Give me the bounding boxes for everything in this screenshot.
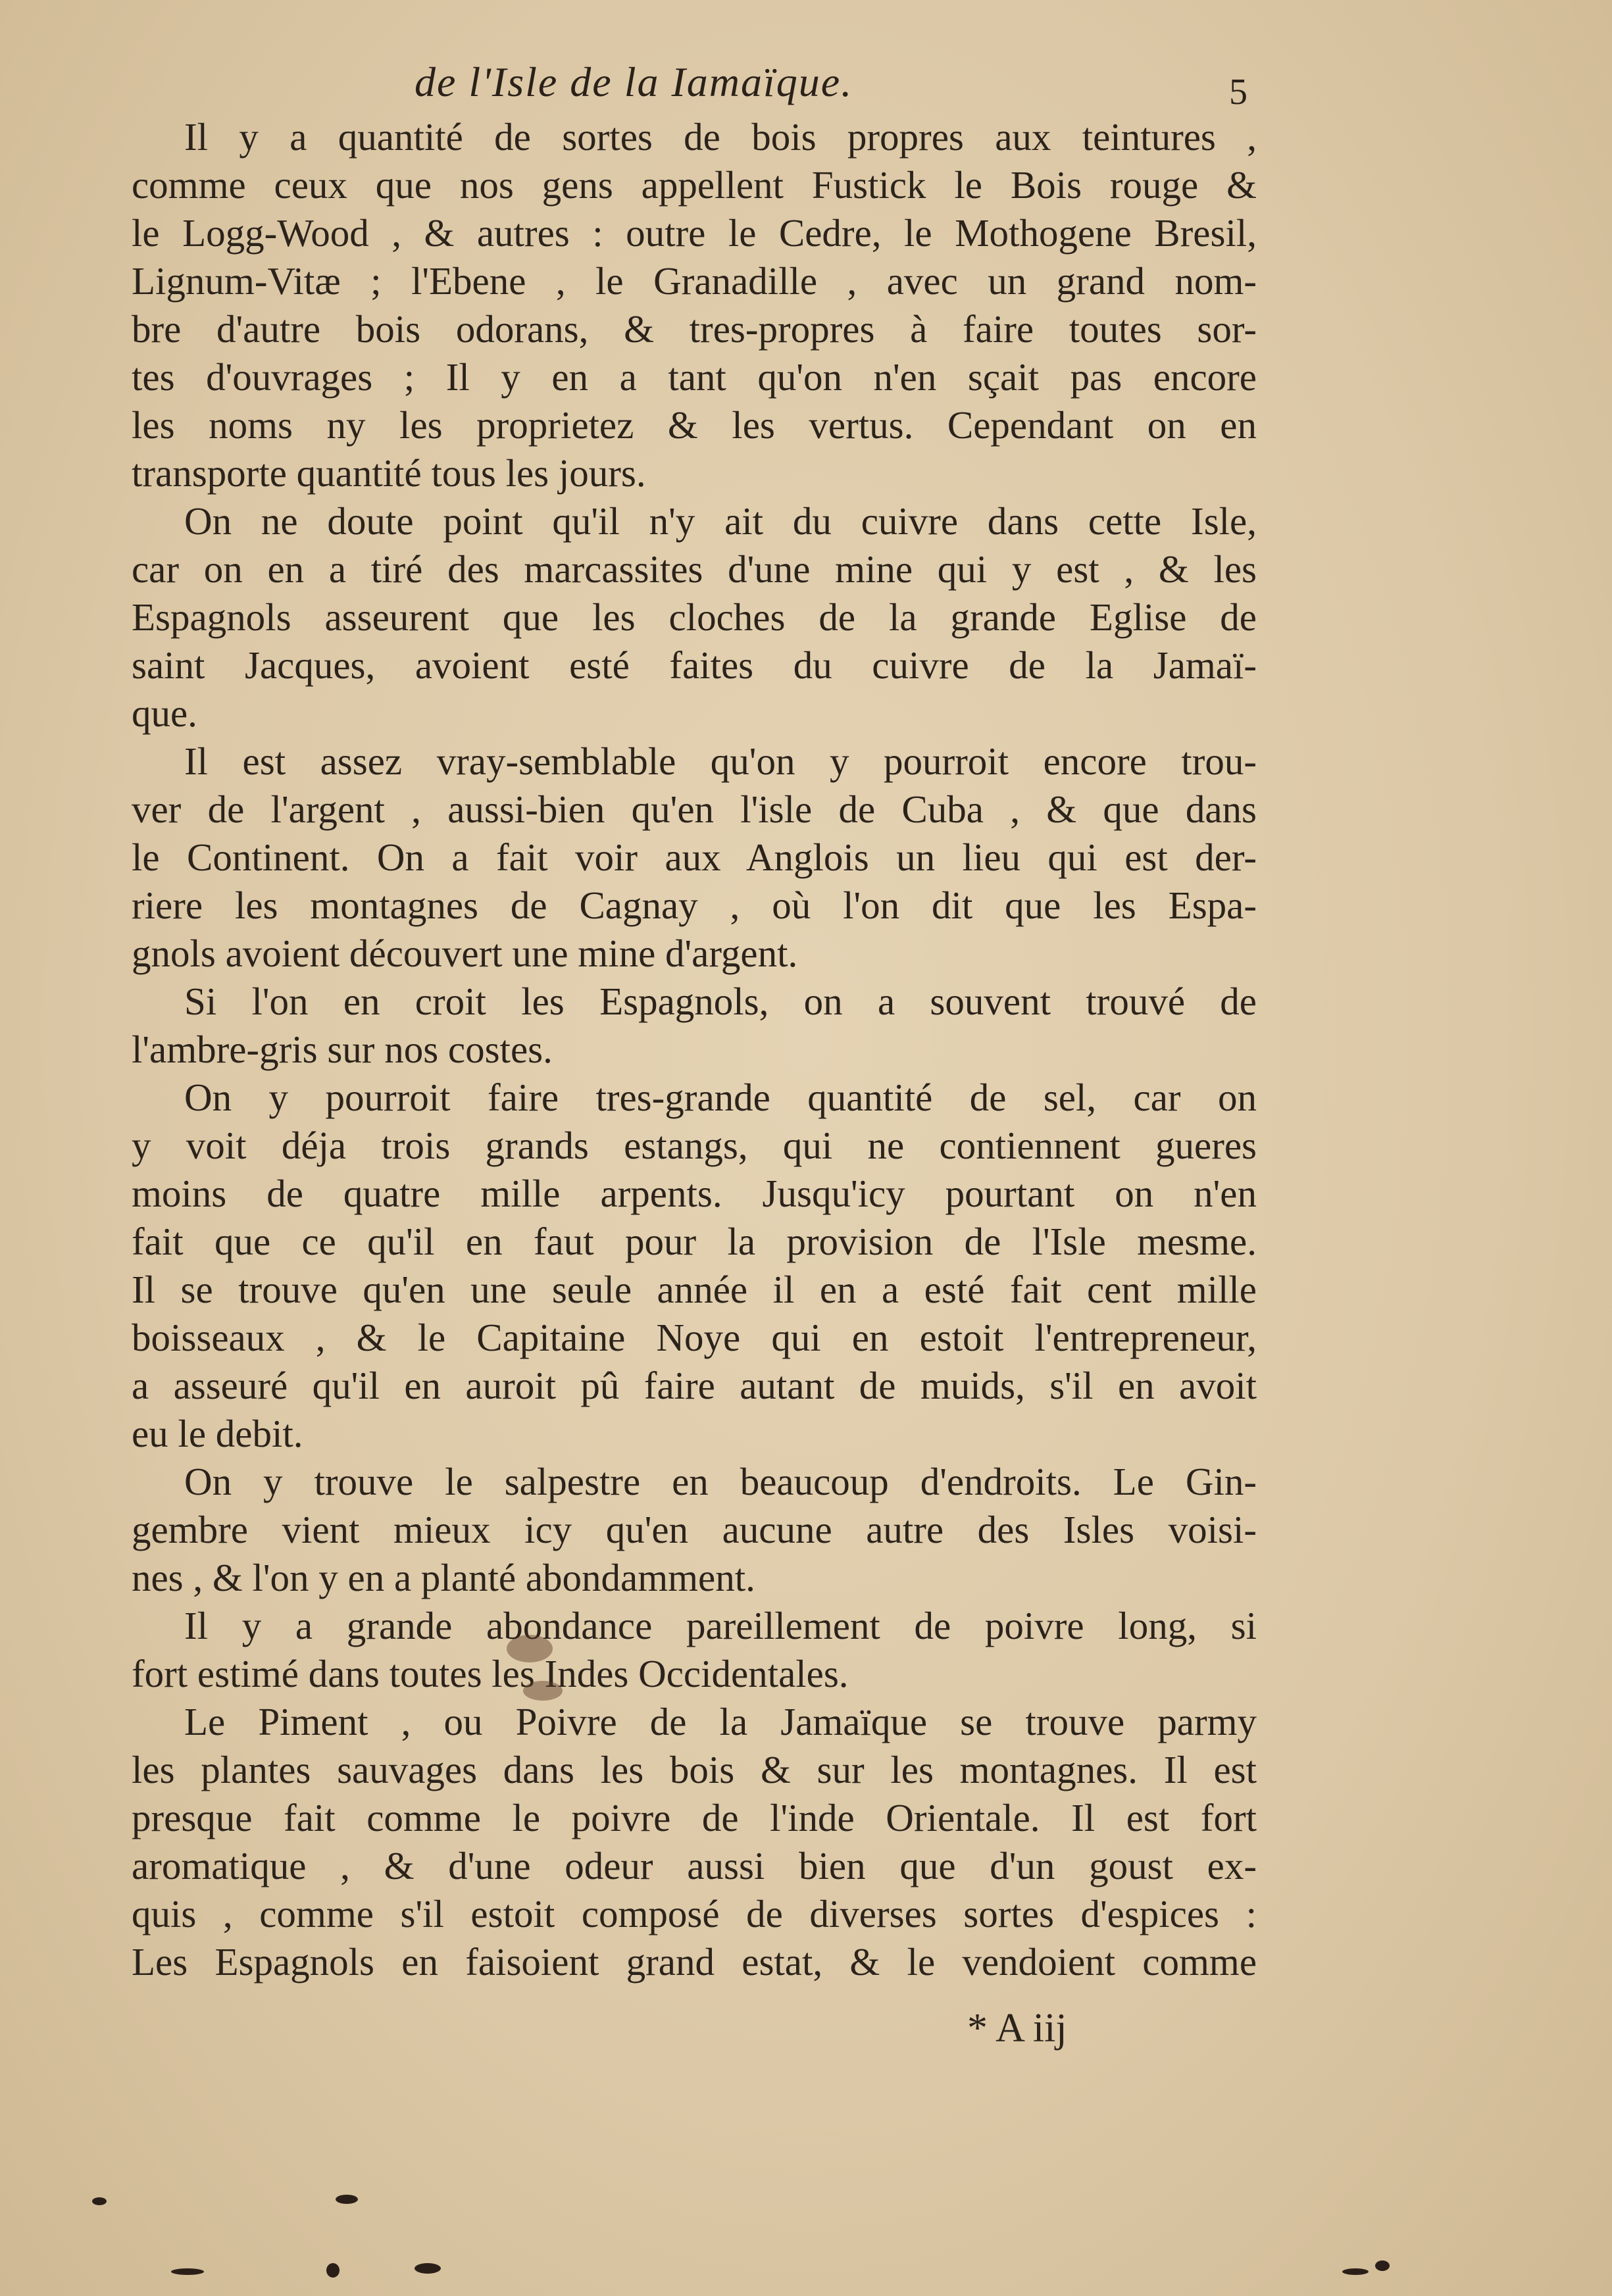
text-line: On ne doute point qu'il n'y ait du cuivre dans cette Isle, <box>184 499 1257 543</box>
text-line: le Continent. On a fait voir aux Anglois un lieu qui est der- <box>132 836 1257 879</box>
text-line: Les Espagnols en faisoient grand estat, & le vendoient comme <box>132 1940 1257 1984</box>
catchword-signature: * A iij <box>967 2006 1067 2051</box>
text-line: Il est assez vray-semblable qu'on y pourroit encore trou- <box>184 739 1257 783</box>
text-line: y voit déja trois grands estangs, qui ne contiennent gueres <box>132 1124 1257 1167</box>
ink-spot <box>326 2263 340 2278</box>
text-line: que. <box>132 691 197 735</box>
text-line: fait que ce qu'il en faut pour la provision de l'Isle mesme. <box>132 1220 1257 1263</box>
text-line: quis , comme s'il estoit composé de diverses sortes d'espices : <box>132 1892 1257 1935</box>
ink-spot <box>1375 2260 1390 2271</box>
text-line: car on en a tiré des marcassites d'une mine qui y est , & les <box>132 547 1257 591</box>
ink-spot <box>415 2263 441 2274</box>
paragraph-piment <box>132 1698 1257 1986</box>
text-line: moins de quatre mille arpents. Jusqu'icy pourtant on n'en <box>132 1172 1257 1215</box>
ink-stain <box>507 1635 553 1662</box>
text-line: Le Piment , ou Poivre de la Jamaïque se trouve parmy <box>184 1700 1257 1743</box>
body-text <box>132 113 1257 1986</box>
paragraph-saltpetre <box>132 1458 1257 1602</box>
text-line: comme ceux que nos gens appellent Fustick le Bois rouge & <box>132 163 1257 207</box>
ink-spot <box>1342 2268 1369 2275</box>
ink-spot <box>171 2268 204 2275</box>
text-line: Lignum-Vitæ ; l'Ebene , le Granadille , avec un grand nom- <box>132 259 1257 303</box>
paragraph-copper <box>132 497 1257 737</box>
text-line: gembre vient mieux icy qu'en aucune autre des Isles voisi- <box>132 1508 1257 1551</box>
text-line: eu le debit. <box>132 1412 303 1455</box>
paragraph-salt <box>132 1074 1257 1458</box>
text-line: presque fait comme le poivre de l'inde Orientale. Il est fort <box>132 1796 1257 1839</box>
text-line: Espagnols asseurent que les cloches de la grande Eglise de <box>132 595 1257 639</box>
text-line: Il y a grande abondance pareillement de poivre long, si <box>184 1604 1257 1647</box>
text-line: Il y a quantité de sortes de bois propres aux teintures , <box>184 115 1257 159</box>
paragraph-silver <box>132 737 1257 978</box>
text-line: boisseaux , & le Capitaine Noye qui en estoit l'entrepreneur, <box>132 1316 1257 1359</box>
text-line: nes , & l'on y en a planté abondamment. <box>132 1556 755 1599</box>
text-line: les plantes sauvages dans les bois & sur les montagnes. Il est <box>132 1748 1257 1791</box>
paragraph-woods <box>132 113 1257 497</box>
text-line: On y pourroit faire tres-grande quantité de sel, car on <box>184 1076 1257 1119</box>
text-line: transporte quantité tous les jours. <box>132 451 646 495</box>
text-line: les noms ny les proprietez & les vertus. Cependant on en <box>132 403 1257 447</box>
text-line: Si l'on en croit les Espagnols, on a souvent trouvé de <box>184 980 1257 1023</box>
text-line: Il se trouve qu'en une seule année il en a esté fait cent mille <box>132 1268 1257 1311</box>
text-line: On y trouve le salpestre en beaucoup d'endroits. Le Gin- <box>184 1460 1257 1503</box>
paragraph-long-pepper <box>132 1602 1257 1698</box>
text-line: fort estimé dans toutes les Indes Occidentales. <box>132 1652 849 1695</box>
text-line: a asseuré qu'il en auroit pû faire autant de muids, s'il en avoit <box>132 1364 1257 1407</box>
ink-stain <box>523 1681 563 1701</box>
text-line: tes d'ouvrages ; Il y en a tant qu'on n'en sçait pas encore <box>132 355 1257 399</box>
text-line: saint Jacques, avoient esté faites du cuivre de la Jamaï- <box>132 643 1257 687</box>
text-line: gnols avoient découvert une mine d'argent. <box>132 932 798 975</box>
text-line: le Logg-Wood , & autres : outre le Cedre, le Mothogene Bresil, <box>132 211 1257 255</box>
text-line: riere les montagnes de Cagnay , où l'on dit que les Espa- <box>132 884 1257 927</box>
text-line: bre d'autre bois odorans, & tres-propres à faire toutes sor- <box>132 307 1257 351</box>
paragraph-ambergris <box>132 978 1257 1074</box>
text-line: ver de l'argent , aussi-bien qu'en l'isle de Cuba , & que dans <box>132 787 1257 831</box>
ink-spot <box>92 2197 107 2205</box>
ink-spot <box>336 2195 358 2204</box>
page-number: 5 <box>1229 72 1247 112</box>
running-head: de l'Isle de la Iamaïque. <box>415 59 853 105</box>
text-line: l'ambre-gris sur nos costes. <box>132 1028 553 1071</box>
text-line: aromatique , & d'une odeur aussi bien que d'un goust ex- <box>132 1844 1257 1887</box>
